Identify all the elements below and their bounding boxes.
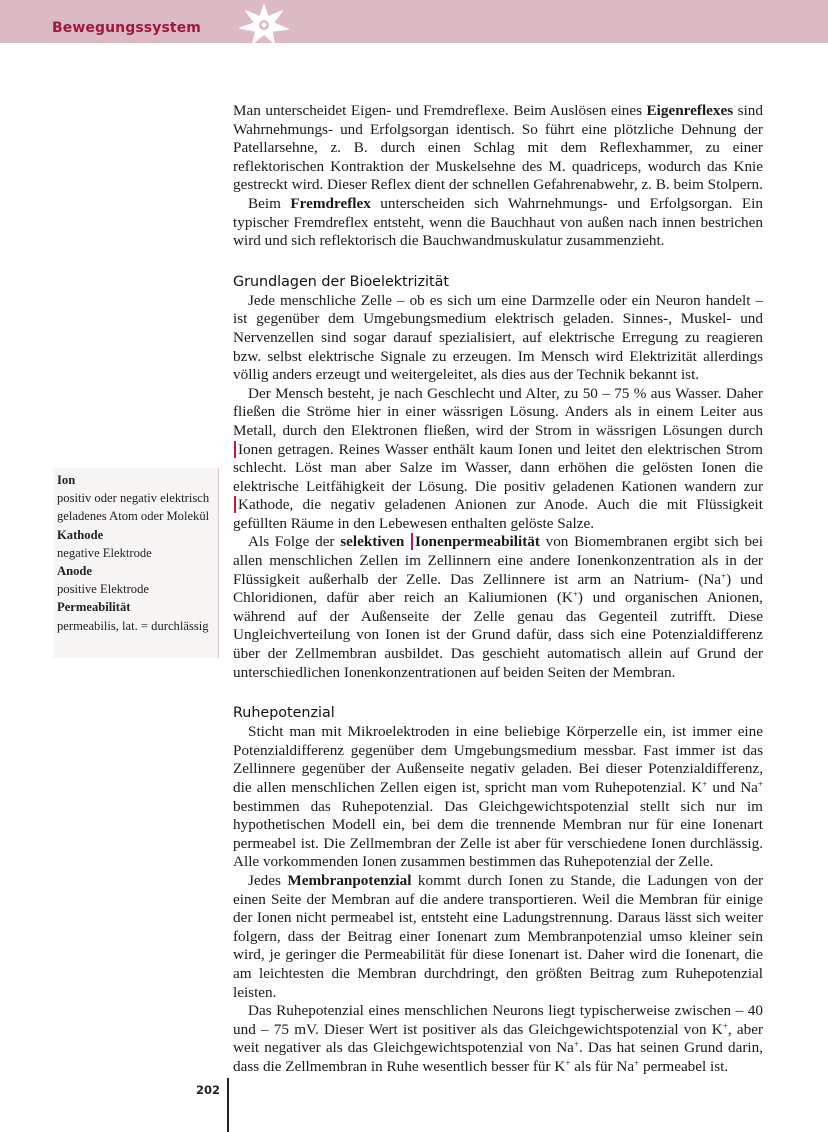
glossary-definition: permeabilis, lat. = durchlässig: [57, 618, 209, 633]
paragraph-bio-2: Der Mensch besteht, je nach Geschlecht und Alter, zu 50 – 75 % aus Wasser. Daher fließen die Ströme hier in einer wässrigen Lösung. Anders als in einem Leiter aus Metall, durch den Elektronen fließen, wird der Strom in wässrigen Lösungen durch Ionen getragen. Reines Wasser enthält kaum Ionen und leitet den elektrischen Strom schlecht. Löst man aber Salze im Wasser, dann erhöhen die gelösten Ionen die elektrische Leitfähigkeit der Lösung. Die positiv geladenen Kationen wandern zur Kathode, die negativ geladenen Anionen zur Anode. Auch die mit Flüssigkeit gefüllten Räume in den Lebewesen enthalten gelöste Salze.: [233, 384, 763, 532]
glossary-marker-permeabilitaet: Ionenpermeabilität: [411, 533, 540, 550]
glossary-term: Ion: [57, 473, 76, 487]
paragraph-ruhe-3: Das Ruhepotenzial eines menschlichen Neurons liegt typischerweise zwischen – 40 und – 75 mV. Dieser Wert ist positiver als das Gleichgewichtspotenzial von K+, aber weit negativer als das Gleichgewichtspotenzial von Na+. Das hat seinen Grund darin, dass die Zellmembran in Ruhe wesentlich besser für K+ als für Na+ permeabel ist.: [233, 1002, 763, 1075]
paragraph-bio-3: Als Folge der selektiven Ionenpermeabilität von Biomembranen ergibt sich bei allen menschlichen Zellen im Zellinnern eine andere Ionenkonzentration als in der Flüssigkeit außerhalb der Zelle. Das Zellinnere ist arm an Natrium- (Na+) und Chloridionen, dafür aber reich an Kaliumionen (K+) und organischen Anionen, während auf der Außenseite der Zelle genau das Gegenteil zutrifft. Diese Ungleichverteilung von Ionen ist der Grund dafür, dass sich eine Potenzialdifferenz über der Zellmembran ausbildet. Das geschieht automatisch allein auf Grund der unterschiedlichen Ionenkonzentrationen auf beiden Seiten der Membran.: [233, 533, 763, 681]
chapter-header-bar: [0, 0, 828, 43]
star-cell-icon: [238, 3, 290, 45]
page-number: 202: [196, 1083, 221, 1097]
main-text-column: [233, 102, 763, 1077]
glossary-definition: positive Elektrode: [57, 582, 149, 597]
paragraph-bio-1: Jede menschliche Zelle – ob es sich um eine Darmzelle oder ein Neuron handelt – ist gegenüber dem Umgebungsmedium elektrisch geladen. Sinnes-, Muskel- und Nervenzellen sind sogar darauf spezialisiert, auf elektrische Erregung zu reagieren bzw. selbst elektrische Signale zu erzeugen. Im Mensch wird Elektrizität allerdings völlig anders erzeugt und weitergeleitet, als dies aus der Technik bekannt ist.: [233, 291, 763, 384]
term-selektiven: selektiven: [340, 533, 405, 551]
term-fremdreflex: Fremdreflex: [290, 194, 371, 212]
glossary-definition: positiv oder negativ elektrisch geladenes Atom oder Molekül: [57, 491, 210, 524]
glossary-marker-kathode: Kathode, die negativ geladenen Anionen zur Anode. Auch die mit Flüssigkeit gefüllten Räume in den Lebewesen enthalten gelöste Salze.: [233, 496, 763, 532]
term-eigenreflexes: Eigenreflexes: [646, 102, 734, 119]
paragraph-reflex-intro: Man unterscheidet Eigen- und Fremdreflexe. Beim Auslösen eines Eigenreflexes sind Wahrnehmungs- und Erfolgsorgan identisch. So führt eine plötzliche Dehnung der Patellarsehne, z. B. durch einen Schlag mit dem Reflexhammer, zu einer reflektorischen Kontraktion der Muskelsehne des M. quadriceps, wodurch das Knie gestreckt wird. Dieser Reflex dient der schnellen Gefahrenabwehr, z. B. beim Stolpern.: [233, 102, 763, 194]
chapter-title: Bewegungssystem: [52, 20, 201, 36]
paragraph-ruhe-2: Jedes Membranpotenzial kommt durch Ionen zu Stande, die Ladungen von der einen Seite der Membran auf die andere transportieren. Weil die Membran für einige der Ionen nicht permeabel ist, entsteht eine Ladungstrennung. Daraus lässt sich weiter folgern, dass der Beitrag einer Ionenart zum Membranpotenzial umso kleiner sein wird, je geringer die Permeabilität für diese Ionenart ist. Daher wird die Ionenart, die am leichtesten die Membran durchdringt, den größten Beitrag zum Ruhepotenzial leisten.: [233, 871, 763, 1001]
paragraph-fremdreflex: Beim Fremdreflex unterscheiden sich Wahrnehmungs- und Erfolgsorgan. Ein typischer Fremdreflex entsteht, wenn die Bauchhaut von außen nach innen bestrichen wird und sich reflektorisch die Bauchwandmuskulatur zusammenzieht.: [233, 194, 763, 250]
glossary-term: Anode: [57, 564, 92, 579]
glossary-sidebox: [53, 468, 219, 658]
glossary-definition: negative Elektrode: [57, 545, 152, 560]
heading-ruhepotenzial: Ruhepotenzial: [233, 705, 335, 722]
glossary-marker-ion: Ionen getragen. Reines Wasser enthält kaum Ionen und leitet den elektrischen Strom schlecht. Löst man aber Salze im Wasser, dann erhöhen die gelösten Ionen die elektrische Leitfähigkeit der Lösung. Die positiv geladenen Kationen wandern zur: [233, 440, 763, 495]
glossary-term: Permeabilität: [57, 600, 131, 615]
footer-divider: [227, 1078, 229, 1132]
heading-bioelektrizitaet: Grundlagen der Bioelektrizität: [233, 273, 449, 290]
glossary-term: Kathode: [57, 527, 104, 542]
paragraph-ruhe-1: Sticht man mit Mikroelektroden in eine beliebige Körperzelle ein, ist immer eine Potenzialdifferenz gegenüber dem Umgebungsmedium messbar. Fast immer ist das Zellinnere gegenüber der Außenseite negativ geladen. Bei dieser Potenzialdifferenz, die allen menschlichen Zellen eigen ist, spricht man vom Ruhepotenzial. K+ und Na+ bestimmen das Ruhepotenzial. Das Gleichgewichtspotenzial stellt sich nur im hypothetischen Modell ein, bei dem die trennende Membran nur für eine Ionenart permeabel ist. Die Zellmembran der Zelle ist aber für verschiedene Ionen durchlässig. Alle vorkommenden Ionen zusammen bestimmen das Ruhepotenzial der Zelle.: [233, 723, 763, 871]
term-membranpotenzial: Membranpotenzial: [287, 871, 412, 889]
